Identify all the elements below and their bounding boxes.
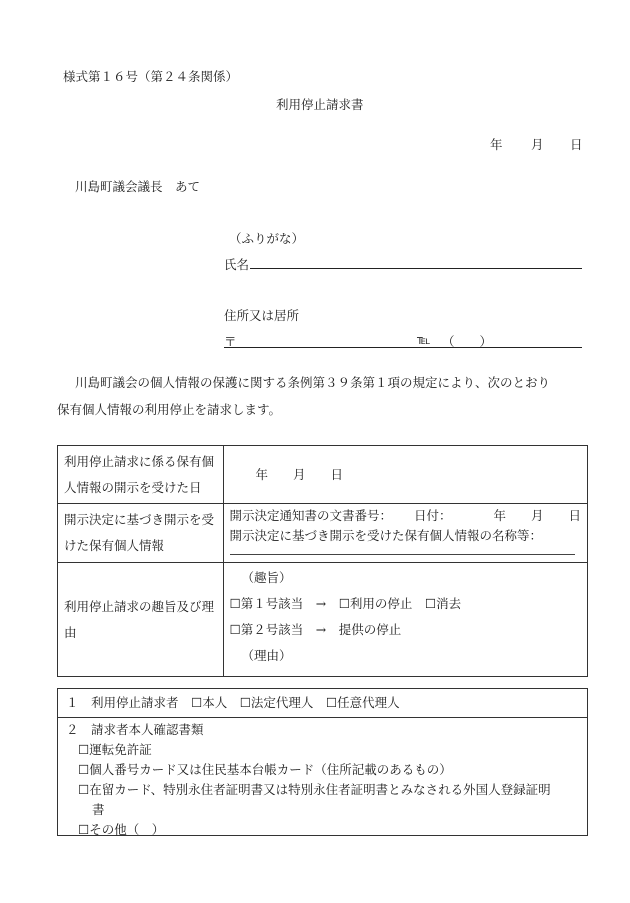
tel-paren: （ ）	[442, 334, 493, 349]
addressee: 川島町議会議長 あて	[75, 179, 201, 194]
page-title: 利用停止請求書	[276, 97, 364, 112]
disclosure-date-field[interactable]: 年 月 日	[223, 446, 587, 504]
id-docs-heading: ２ 請求者本人確認書類	[66, 722, 204, 737]
furigana-label: （ふりがな）	[229, 231, 305, 246]
id-doc-other[interactable]: ☐その他（ ）	[78, 822, 165, 837]
option-1[interactable]: ☐第１号該当 → ☐利用の停止 ☐消去	[229, 596, 462, 611]
doc-number-label: 開示決定通知書の文書番号：	[229, 508, 393, 523]
purpose-reason-label: 利用停止請求の趣旨及び理 由	[58, 563, 224, 677]
info-name-label: 開示決定に基づき開示を受けた保有個人情報の名称等：	[229, 528, 543, 543]
body-text-line1: 川島町議会の個人情報の保護に関する条例第３９条第１項の規定により、次のとおり	[75, 375, 551, 390]
id-documents	[58, 718, 587, 840]
purpose-reason-field[interactable]	[223, 563, 587, 677]
address-label: 住所又は居所	[224, 308, 300, 323]
date-day: 日	[570, 137, 583, 152]
requester-type[interactable]: １ 利用停止請求者 ☐本人 ☐法定代理人 ☐任意代理人	[58, 689, 587, 718]
request-table	[57, 445, 588, 677]
name-label: 氏名	[224, 257, 250, 272]
reason-heading: （理由）	[241, 648, 292, 663]
id-doc-item[interactable]: ☐個人番号カード又は住民基本台帳カード（住所記載のあるもの）	[78, 762, 452, 777]
id-doc-item-cont: 書	[92, 802, 105, 817]
date-label: 日付：	[414, 508, 452, 523]
form-number: 様式第１６号（第２４条関係）	[63, 69, 239, 84]
option-2[interactable]: ☐第２号該当 → 提供の停止	[229, 622, 402, 637]
requester-box	[57, 688, 588, 836]
tel-label: ℡	[417, 332, 431, 347]
id-doc-item[interactable]: ☐運転免許証	[78, 742, 152, 757]
address-field[interactable]	[224, 347, 582, 348]
postal-mark: 〒	[224, 334, 237, 349]
date-month: 月	[531, 137, 544, 152]
date-value: 年 月 日	[493, 508, 581, 523]
purpose-heading: （趣旨）	[241, 570, 292, 585]
date-year: 年	[490, 137, 503, 152]
disclosed-info-label: 開示決定に基づき開示を受 けた保有個人情報	[58, 504, 224, 563]
name-field[interactable]	[250, 268, 582, 269]
disclosure-date-label: 利用停止請求に係る保有個 人情報の開示を受けた日	[58, 446, 224, 504]
body-text-line2: 保有個人情報の利用停止を請求します。	[57, 402, 282, 417]
disclosed-info-field[interactable]	[223, 504, 587, 563]
id-doc-item[interactable]: ☐在留カード、特別永住者証明書又は特別永住者証明書とみなされる外国人登録証明	[78, 782, 551, 797]
